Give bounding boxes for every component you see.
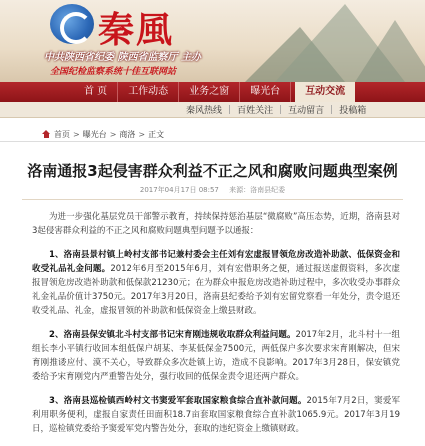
banner-mountain-decoration	[355, 20, 425, 82]
article-intro: 为进一步强化基层党员干部警示教育，持续保持惩治基层“微腐败”高压态势，近期，洛南县对3起侵害群众利益的不正之风和腐败问题典型问题予以通报：	[32, 212, 400, 236]
article-case	[32, 394, 400, 436]
breadcrumb-shangluo[interactable]: 商洛	[119, 130, 136, 139]
nav-item-interaction[interactable]: 互动交流	[295, 82, 355, 102]
article-date: 2017年04月17日 08:57	[139, 186, 219, 194]
main-nav	[0, 82, 425, 102]
article-case	[32, 248, 400, 318]
breadcrumb-separator: >	[109, 130, 117, 139]
case-text: 2012年6月至2015年6月，刘有宏借职务之便，通过报送虚假资料，多次虚报冒领危房改造补助款和低保款21230元；在为群众申报危房改造补助过程中，多次收受办事群众礼金礼品价值计3750元。2017年3月20日，洛南县纪委给予刘有宏留党察看一年处分，责令退还收受礼品、礼金，虚报冒领的补助款和低保资金上缴县财政。	[32, 264, 400, 316]
subnav-divider: |	[279, 104, 283, 115]
subnav-divider: |	[330, 104, 334, 115]
nav-item-exposure[interactable]: 曝光台	[240, 82, 291, 102]
case-text: 2015年7月2日，窦爱军利用职务便利，虚报自家责任田面积18.7亩套取国家粮食综合直补款1065.9元。2017年3月19日，巡检镇党委给予窦爱军党内警告处分，套取的违纪资金上缴镇财政。	[32, 396, 400, 434]
case-heading: 2、洛南县保安镇北斗村支部书记宋育刚违规收取群众利益问题。	[49, 330, 296, 340]
subnav-divider: |	[228, 104, 232, 115]
article-case	[32, 328, 400, 384]
home-icon	[42, 130, 51, 139]
subnav-item-concerns[interactable]: 百姓关注	[237, 106, 274, 116]
site-slogan-secondary: 全国纪检监察系统十佳互联网站	[50, 67, 177, 77]
article-title: 洛南通报3起侵害群众利益不正之风和腐败问题典型案例	[27, 162, 398, 180]
breadcrumb-separator: >	[73, 130, 80, 139]
subnav-item-messages[interactable]: 互动留言	[288, 106, 325, 116]
nav-item-business[interactable]: 业务之窗	[179, 82, 240, 102]
site-name[interactable]: 秦風	[98, 9, 175, 51]
site-header-banner	[0, 0, 425, 82]
breadcrumb-home[interactable]: 首页	[54, 130, 70, 139]
subnav-item-submissions[interactable]: 投稿箱	[339, 106, 367, 116]
article-meta	[0, 185, 425, 197]
sub-nav	[0, 102, 425, 118]
case-text: 2017年2月，北斗村十一组组长李小平镇行收回本组低保户胡某、李某低保金7500元，两低保户多次要求宋育刚解决，但宋育刚推诿应付、漠不关心，导致群众多次赴镇上访，造成不良影响。2017年3月28日，保安镇党委给予宋育刚党内严重警告处分，强行收回的低保金责令退还两户群众。	[32, 330, 400, 382]
subnav-item-hotline[interactable]: 秦风热线	[186, 106, 223, 116]
breadcrumb-separator: >	[138, 130, 146, 139]
breadcrumb	[0, 128, 425, 142]
breadcrumb-exposure[interactable]: 曝光台	[82, 130, 107, 139]
case-heading: 3、洛南县巡检镇西岭村文书窦爱军套取国家粮食综合直补款问题。	[49, 396, 307, 406]
article-body	[32, 210, 400, 446]
title-divider	[22, 199, 403, 200]
nav-item-work-news[interactable]: 工作动态	[118, 82, 179, 102]
site-logo-icon[interactable]	[50, 4, 94, 44]
site-slogan-primary: 中共陕西省纪委 陕西省监察厅 主办	[44, 52, 201, 63]
nav-item-home[interactable]: 首 页	[74, 82, 118, 102]
article-source: 来源：洛南县纪委	[229, 186, 286, 194]
breadcrumb-current: 正文	[148, 130, 165, 139]
case-heading: 1、洛南县景村镇上岭村支部书记兼村委会主任刘有宏虚报冒领危房改造补助款、低保资金和收受礼品礼金问题。	[32, 250, 400, 274]
